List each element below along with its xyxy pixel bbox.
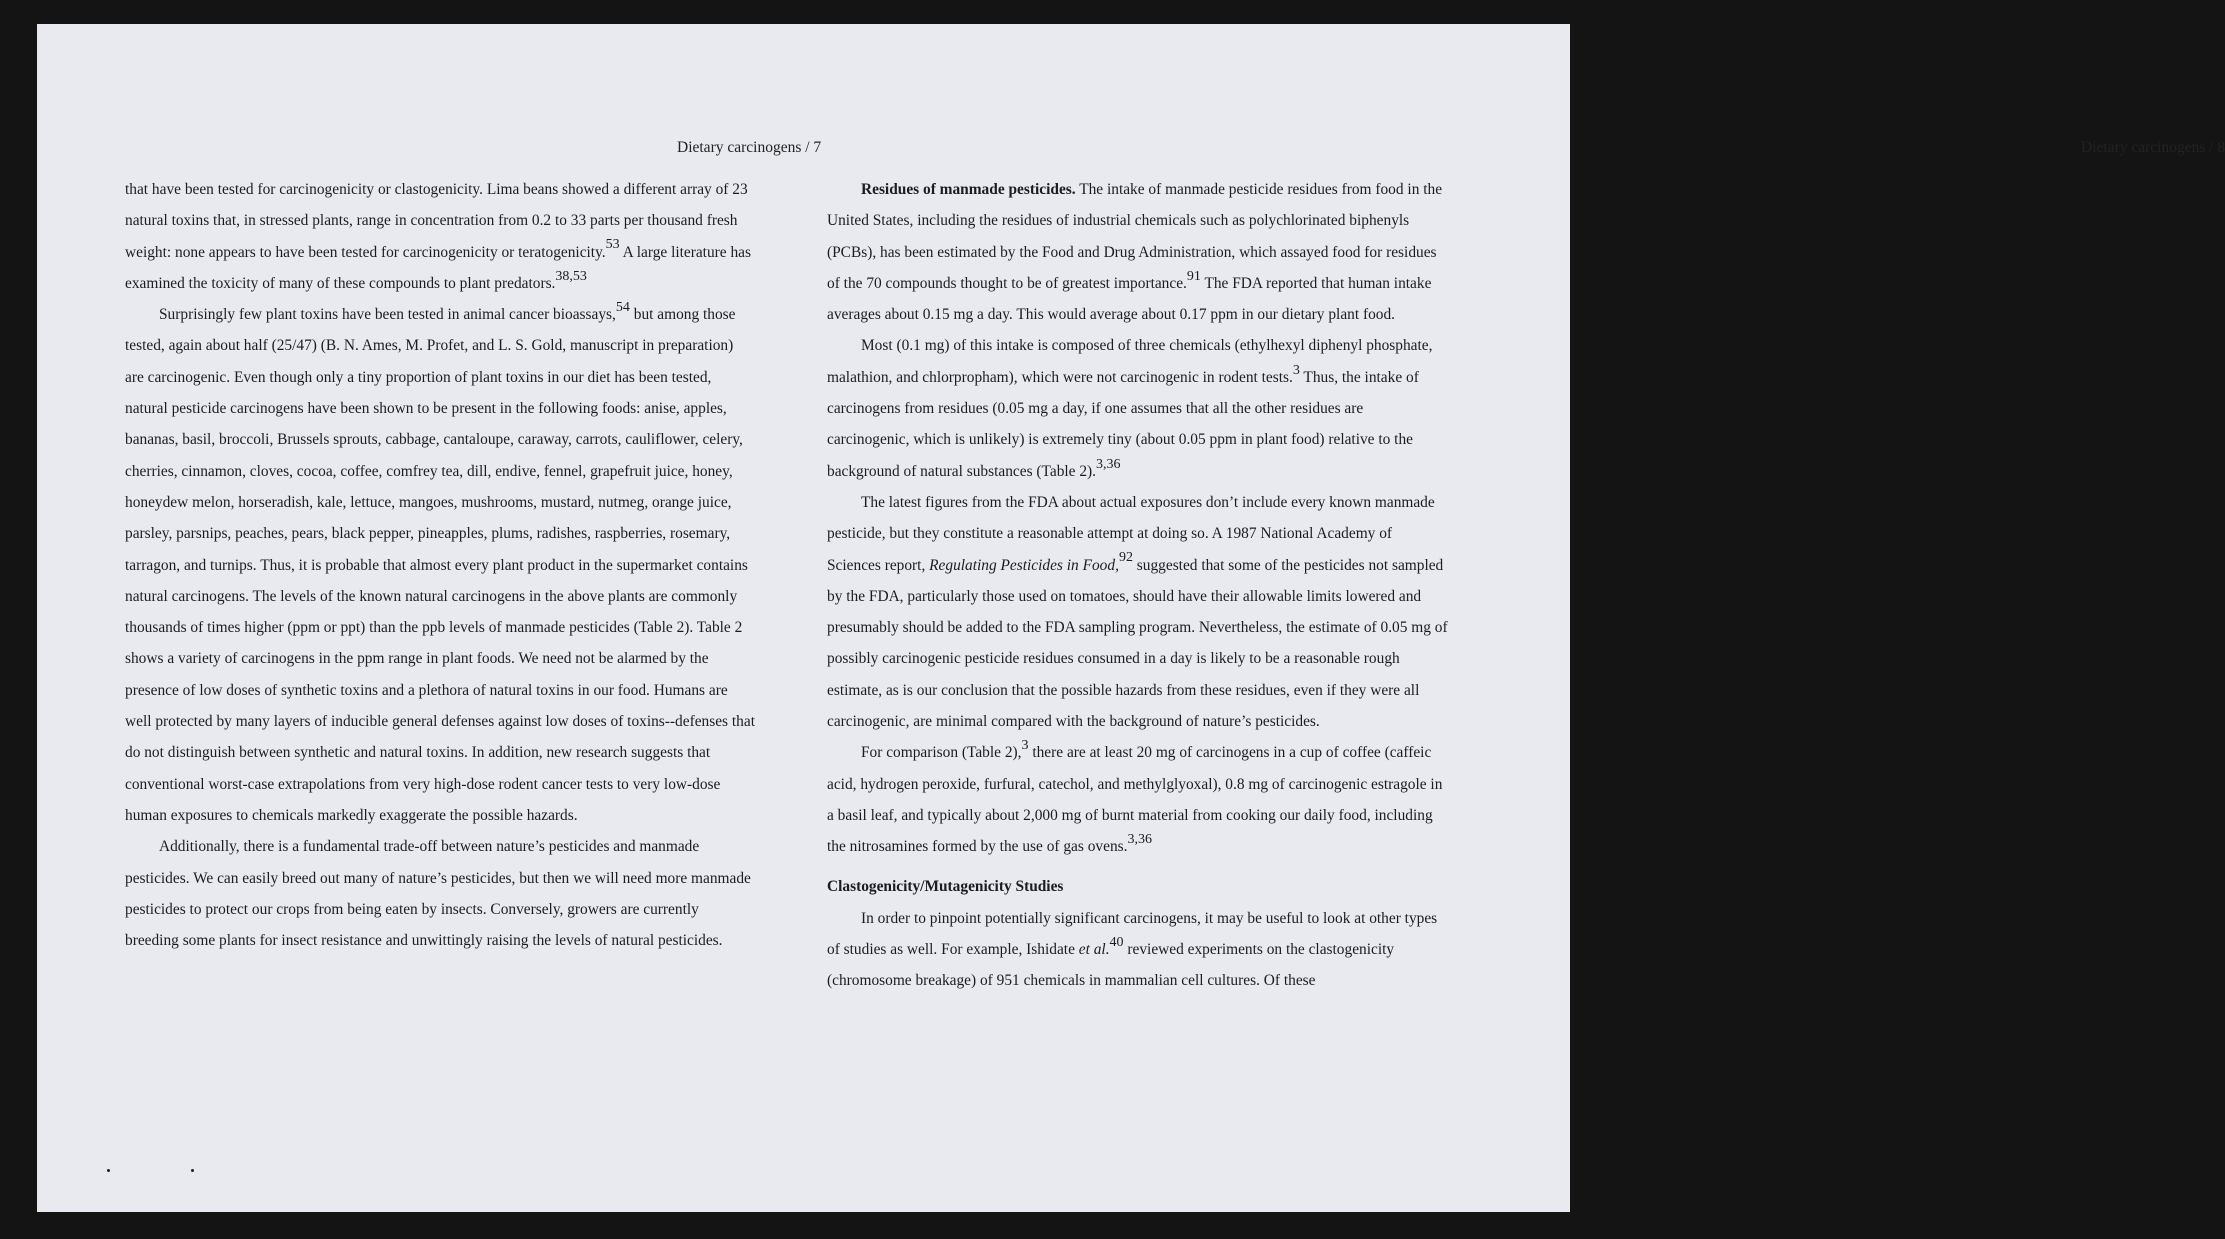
- scan-speck: [107, 1169, 110, 1172]
- scanned-sheet: [37, 24, 2225, 1212]
- footnote-ref: 40: [1109, 934, 1124, 950]
- paragraph: [125, 174, 755, 299]
- right-page-body: [827, 174, 1449, 996]
- paragraph: [125, 299, 755, 831]
- text-run: In order to pinpoint potentially significant carcinogens, it may be useful to look at other types of studies as well. For example, Ishidate: [827, 909, 1438, 958]
- text-run: but among those tested, again about half (25/47) (B. N. Ames, M. Profet, and L. S. Gold, manuscript in preparation) are carcinogenic. Even though only a tiny proportion of plant toxins in our diet has been tested, natural pesticide carcinogens have been shown to be present in the following foods: anise, apples, bananas, basil, broccoli, Brussels sprouts, cabbage, cantaloupe, caraway, carrots, cauliflower, celery, cherries, cinnamon, cloves, cocoa, coffee, comfrey tea, dill, endive, fennel, grapefruit juice, honey, honeydew melon, horseradish, kale, lettuce, mangoes, mushrooms, mustard, nutmeg, orange juice, parsley, parsnips, peaches, pears, black pepper, pineapples, plums, radishes, raspberries, rosemary, tarragon, and turnips. Thus, it is probable that almost every plant product in the supermarket contains natural carcinogens. The levels of the known natural carcinogens in the above plants are commonly thousands of times higher (ppm or ppt) than the ppb levels of manmade pesticides (Table 2). Table 2 shows a variety of carcinogens in the ppm range in plant foods. We need not be alarmed by the presence of low doses of synthetic toxins and a plethora of natural toxins in our food. Humans are well protected by many layers of inducible general defenses against low doses of toxins--defenses that do not distinguish between synthetic and natural toxins. In addition, new research suggests that conventional worst-case extrapolations from very high-dose rodent cancer tests to very low-dose human exposures to chemicals markedly exaggerate the possible hazards.: [125, 306, 755, 824]
- text-run: The FDA reported that human intake averages about 0.15 mg a day. This would average about 0.17 ppm in our dietary plant food.: [827, 274, 1432, 324]
- text-run: Additionally, there is a fundamental trade-off between nature’s pesticides and manmade pesticides. We can easily breed out many of nature’s pesticides, but then we will need more manmade pesticides to protect our crops from being eaten by insects. Conversely, growers are currently breeding some plants for insect resistance and unwittingly raising the levels of natural pesticides.: [125, 838, 751, 950]
- text-run: The intake of manmade pesticide residues from food in the United States, including the residues of industrial chemicals such as polychlorinated biphenyls (PCBs), has been estimated by the Food and Drug Administration, which assayed food for residues of the 70 compounds thought to be of greatest importance.: [827, 181, 1443, 292]
- paragraph: [125, 831, 755, 956]
- left-page-body: [125, 174, 755, 956]
- text-run: The latest figures from the FDA about actual exposures don’t include every known manmade pesticide, but they constitute a reasonable attempt at doing so. A 1987 National Academy of Sciences report,: [827, 493, 1435, 574]
- text-run: A large literature has examined the toxicity of many of these compounds to plant predators.: [125, 243, 751, 292]
- footnote-ref: 3,36: [1096, 456, 1121, 472]
- paragraph: [827, 903, 1449, 997]
- section-heading: [827, 871, 1449, 903]
- right-page-header: Dietary carcinogens / 8: [2081, 139, 2225, 156]
- paragraph: [827, 174, 1449, 330]
- text-run: For comparison (Table 2),: [861, 744, 1022, 762]
- text-run: reviewed experiments on the clastogenicity (chromosome breakage) of 951 chemicals in mammalian cell cultures. Of these: [827, 940, 1395, 990]
- text-run: there are at least 20 mg of carcinogens in a cup of coffee (caffeic acid, hydrogen peroxide, furfural, catechol, and methylglyoxal), 0.8 mg of carcinogenic estragole in a basil leaf, and typically about 2,000 mg of burnt material from cooking our daily food, including the nitrosamines formed by the use of gas ovens.: [827, 744, 1443, 856]
- paragraph: [827, 487, 1449, 737]
- text-run: Thus, the intake of carcinogens from residues (0.05 mg a day, if one assumes that all the other residues are carcinogenic, which is unlikely) is extremely tiny (about 0.05 ppm in plant food) relative to the background of natural substances (Table 2).: [827, 368, 1419, 480]
- footnote-ref: 38,53: [555, 268, 587, 284]
- footnote-ref: 91: [1186, 268, 1201, 284]
- italic-text: et al.: [1078, 940, 1110, 958]
- run-in-heading: Residues of manmade pesticides.: [861, 181, 1076, 198]
- paragraph: [827, 737, 1449, 862]
- footnote-ref: 54: [615, 300, 630, 316]
- italic-text: Regulating Pesticides in Food,: [929, 556, 1119, 574]
- footnote-ref: 3,36: [1127, 832, 1152, 848]
- footnote-ref: 92: [1118, 550, 1133, 566]
- footnote-ref: 3: [1021, 738, 1029, 754]
- text-run: that have been tested for carcinogenicity or clastogenicity. Lima beans showed a different array of 23 natural toxins that, in stressed plants, range in concentration from 0.2 to 33 parts per thousand fresh weight: none appears to have been tested for carcinogenicity or teratogenicity.: [125, 181, 748, 261]
- left-page-header: Dietary carcinogens / 7: [677, 139, 822, 156]
- scan-speck: [191, 1169, 194, 1172]
- footnote-ref: 3: [1292, 362, 1300, 378]
- text-run: Clastogenicity/Mutagenicity Studies: [827, 877, 1064, 895]
- text-run: suggested that some of the pesticides not sampled by the FDA, particularly those used on tomatoes, should have their allowable limits lowered and presumably should be added to the FDA sampling program. Nevertheless, the estimate of 0.05 mg of possibly carcinogenic pesticide residues consumed in a day is likely to be a reasonable rough estimate, as is our conclusion that the possible hazards from these residues, even if they were all carcinogenic, are minimal compared with the background of nature’s pesticides.: [827, 556, 1448, 731]
- text-run: Surprisingly few plant toxins have been tested in animal cancer bioassays,: [159, 306, 616, 324]
- footnote-ref: 53: [605, 237, 620, 253]
- paragraph: [827, 330, 1449, 486]
- text-run: Most (0.1 mg) of this intake is composed of three chemicals (ethylhexyl diphenyl phosphate, malathion, and chlorpropham), which were not carcinogenic in rodent tests.: [827, 337, 1433, 386]
